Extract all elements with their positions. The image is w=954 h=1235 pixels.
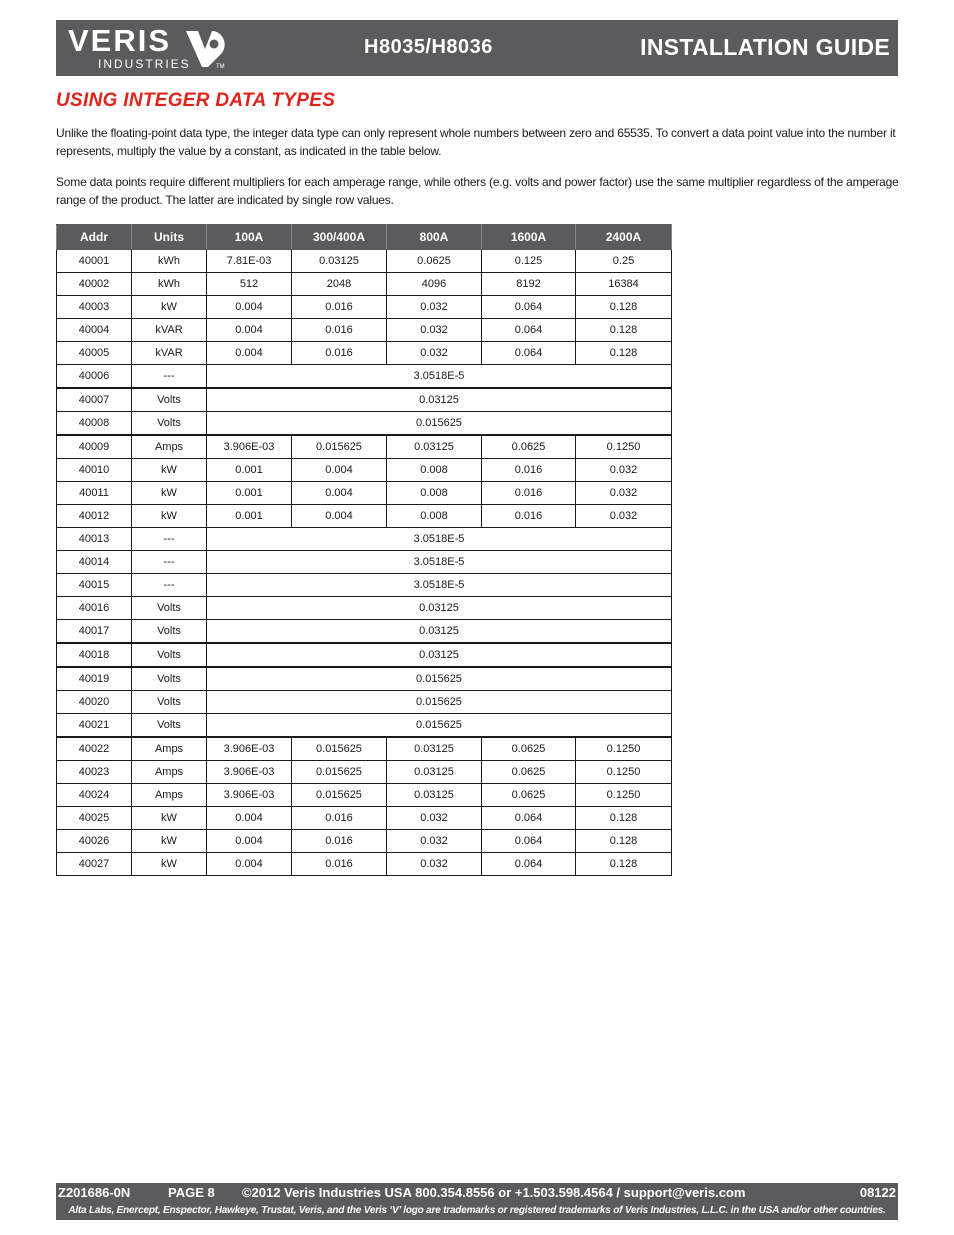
footer-info-line [56, 1184, 898, 1202]
cell-multiplier: 0.032 [387, 342, 482, 365]
cell-addr: 40019 [57, 667, 132, 691]
table-row [57, 412, 672, 436]
cell-multiplier: 0.032 [387, 853, 482, 876]
cell-addr: 40012 [57, 505, 132, 528]
cell-multiplier: 0.125 [482, 250, 576, 273]
contact-info: ©2012 Veris Industries USA 800.354.8556 or +1.503.598.4564 / support@veris.com [242, 1185, 746, 1200]
cell-multiplier: 0.004 [207, 830, 292, 853]
table-row [57, 830, 672, 853]
cell-units: Volts [132, 643, 207, 667]
cell-units: kW [132, 807, 207, 830]
cell-multiplier: 0.1250 [576, 784, 672, 807]
cell-multiplier: 0.25 [576, 250, 672, 273]
table-row [57, 714, 672, 738]
cell-multiplier: 0.001 [207, 505, 292, 528]
cell-multiplier: 0.004 [207, 807, 292, 830]
cell-units: --- [132, 365, 207, 389]
cell-addr: 40023 [57, 761, 132, 784]
logo-subtitle: INDUSTRIES [98, 57, 191, 71]
cell-multiplier: 0.008 [387, 505, 482, 528]
cell-addr: 40026 [57, 830, 132, 853]
cell-addr: 40010 [57, 459, 132, 482]
cell-multiplier: 0.128 [576, 342, 672, 365]
cell-multiplier: 0.016 [292, 342, 387, 365]
cell-units: kVAR [132, 319, 207, 342]
section-title: USING INTEGER DATA TYPES [56, 90, 336, 111]
cell-multiplier: 0.004 [292, 505, 387, 528]
cell-multiplier-all: 3.0518E-5 [207, 574, 672, 597]
cell-units: Amps [132, 784, 207, 807]
cell-multiplier: 0.064 [482, 807, 576, 830]
cell-multiplier: 0.015625 [292, 784, 387, 807]
cell-units: kW [132, 853, 207, 876]
col-header-addr: Addr [57, 225, 132, 250]
col-header-2400a: 2400A [576, 225, 672, 250]
cell-multiplier: 0.1250 [576, 737, 672, 761]
table-row [57, 643, 672, 667]
col-header-100a: 100A [207, 225, 292, 250]
cell-addr: 40009 [57, 435, 132, 459]
cell-multiplier: 0.128 [576, 807, 672, 830]
cell-units: --- [132, 528, 207, 551]
cell-multiplier-all: 0.03125 [207, 620, 672, 644]
col-header-300-400a: 300/400A [292, 225, 387, 250]
table-row [57, 691, 672, 714]
cell-multiplier: 3.906E-03 [207, 761, 292, 784]
cell-multiplier: 2048 [292, 273, 387, 296]
cell-multiplier: 0.008 [387, 459, 482, 482]
cell-addr: 40005 [57, 342, 132, 365]
cell-multiplier: 3.906E-03 [207, 737, 292, 761]
table-row [57, 667, 672, 691]
table-row [57, 319, 672, 342]
cell-multiplier: 0.004 [207, 319, 292, 342]
table-row [57, 528, 672, 551]
cell-addr: 40024 [57, 784, 132, 807]
page-number: PAGE 8 [168, 1185, 215, 1200]
cell-multiplier: 0.015625 [292, 435, 387, 459]
cell-multiplier: 0.0625 [482, 435, 576, 459]
cell-units: Amps [132, 761, 207, 784]
table-row [57, 597, 672, 620]
cell-multiplier: 0.016 [292, 853, 387, 876]
cell-multiplier: 0.0625 [482, 761, 576, 784]
table-row [57, 551, 672, 574]
cell-units: kVAR [132, 342, 207, 365]
cell-multiplier: 0.064 [482, 296, 576, 319]
cell-multiplier: 0.032 [387, 807, 482, 830]
cell-multiplier: 0.004 [207, 296, 292, 319]
cell-multiplier: 0.015625 [292, 737, 387, 761]
cell-units: Volts [132, 388, 207, 412]
table-row [57, 784, 672, 807]
cell-multiplier: 0.03125 [387, 784, 482, 807]
table-row [57, 737, 672, 761]
logo-wordmark: VERIS [68, 23, 172, 58]
cell-units: Volts [132, 412, 207, 436]
cell-addr: 40001 [57, 250, 132, 273]
cell-addr: 40011 [57, 482, 132, 505]
logo-trademark: TM [216, 64, 225, 70]
cell-multiplier: 0.004 [207, 853, 292, 876]
cell-multiplier: 0.016 [292, 319, 387, 342]
cell-addr: 40022 [57, 737, 132, 761]
cell-addr: 40008 [57, 412, 132, 436]
cell-addr: 40007 [57, 388, 132, 412]
cell-units: Volts [132, 620, 207, 644]
model-number: H8035/H8036 [364, 36, 493, 58]
cell-multiplier: 8192 [482, 273, 576, 296]
table-row [57, 342, 672, 365]
cell-multiplier: 0.016 [292, 807, 387, 830]
integer-multiplier-table [56, 224, 672, 876]
cell-multiplier: 3.906E-03 [207, 435, 292, 459]
cell-multiplier: 512 [207, 273, 292, 296]
cell-multiplier: 0.016 [482, 505, 576, 528]
cell-multiplier: 0.03125 [387, 761, 482, 784]
cell-addr: 40004 [57, 319, 132, 342]
cell-units: kW [132, 482, 207, 505]
col-header-1600a: 1600A [482, 225, 576, 250]
cell-multiplier: 0.016 [482, 482, 576, 505]
footer-bar [56, 1183, 898, 1220]
col-header-800a: 800A [387, 225, 482, 250]
cell-multiplier: 16384 [576, 273, 672, 296]
table-row [57, 388, 672, 412]
table-row [57, 435, 672, 459]
cell-multiplier-all: 0.015625 [207, 667, 672, 691]
cell-units: kW [132, 296, 207, 319]
cell-units: kW [132, 505, 207, 528]
cell-addr: 40027 [57, 853, 132, 876]
cell-multiplier: 0.128 [576, 830, 672, 853]
table-row [57, 853, 672, 876]
cell-multiplier: 0.03125 [387, 737, 482, 761]
cell-addr: 40003 [57, 296, 132, 319]
table-row [57, 620, 672, 644]
cell-multiplier: 0.016 [292, 830, 387, 853]
cell-multiplier: 0.032 [387, 319, 482, 342]
table-row [57, 459, 672, 482]
cell-multiplier: 0.0625 [482, 737, 576, 761]
cell-multiplier: 0.032 [387, 830, 482, 853]
cell-multiplier: 0.064 [482, 319, 576, 342]
table-row [57, 273, 672, 296]
cell-multiplier: 0.03125 [292, 250, 387, 273]
cell-multiplier: 0.0625 [387, 250, 482, 273]
table-row [57, 482, 672, 505]
cell-multiplier: 0.0625 [482, 784, 576, 807]
table-row [57, 296, 672, 319]
cell-units: Amps [132, 737, 207, 761]
cell-multiplier-all: 0.03125 [207, 643, 672, 667]
cell-multiplier: 0.001 [207, 482, 292, 505]
cell-units: Volts [132, 597, 207, 620]
cell-multiplier: 0.004 [292, 459, 387, 482]
cell-addr: 40002 [57, 273, 132, 296]
cell-multiplier-all: 3.0518E-5 [207, 551, 672, 574]
date-code: 08122 [859, 1185, 896, 1200]
cell-addr: 40013 [57, 528, 132, 551]
cell-addr: 40015 [57, 574, 132, 597]
table-row [57, 574, 672, 597]
intro-paragraph: Unlike the floating-point data type, the integer data type can only represent whole numbers between zero and 65535. To convert a data point value into the number it represents, multiply the value by a constant, as indicated in the table below. [56, 126, 896, 158]
trademark-notice: Alta Labs, Enercept, Enspector, Hawkeye, Trustat, Veris, and the Veris ‘V’ logo are trademarks or registered trademarks of Veris Industries, L.L.C. in the USA and/or other countries. [68, 1205, 886, 1216]
cell-addr: 40017 [57, 620, 132, 644]
cell-multiplier: 0.128 [576, 296, 672, 319]
cell-multiplier: 0.016 [482, 459, 576, 482]
cell-multiplier-all: 0.015625 [207, 691, 672, 714]
cell-multiplier: 4096 [387, 273, 482, 296]
cell-multiplier: 0.004 [207, 342, 292, 365]
cell-multiplier: 0.128 [576, 853, 672, 876]
doc-number: Z201686-0N [58, 1185, 131, 1200]
cell-multiplier: 0.064 [482, 853, 576, 876]
cell-multiplier: 3.906E-03 [207, 784, 292, 807]
cell-multiplier: 0.001 [207, 459, 292, 482]
cell-multiplier: 7.81E-03 [207, 250, 292, 273]
veris-logo [68, 24, 238, 72]
cell-addr: 40025 [57, 807, 132, 830]
cell-multiplier: 0.1250 [576, 435, 672, 459]
cell-multiplier-all: 3.0518E-5 [207, 528, 672, 551]
cell-units: kW [132, 459, 207, 482]
table-row [57, 365, 672, 389]
cell-units: --- [132, 551, 207, 574]
table-body [57, 250, 672, 876]
header-bar [56, 20, 898, 76]
cell-units: Amps [132, 435, 207, 459]
cell-addr: 40014 [57, 551, 132, 574]
cell-multiplier: 0.064 [482, 830, 576, 853]
cell-multiplier: 0.032 [576, 459, 672, 482]
cell-multiplier: 0.1250 [576, 761, 672, 784]
cell-multiplier: 0.008 [387, 482, 482, 505]
cell-multiplier-all: 3.0518E-5 [207, 365, 672, 389]
cell-units: kWh [132, 273, 207, 296]
cell-units: --- [132, 574, 207, 597]
cell-units: Volts [132, 691, 207, 714]
cell-multiplier: 0.032 [576, 505, 672, 528]
cell-multiplier: 0.016 [292, 296, 387, 319]
cell-multiplier-all: 0.03125 [207, 597, 672, 620]
guide-title: INSTALLATION GUIDE [640, 34, 890, 60]
cell-addr: 40006 [57, 365, 132, 389]
cell-multiplier: 0.032 [387, 296, 482, 319]
table-row [57, 761, 672, 784]
cell-units: Volts [132, 667, 207, 691]
cell-addr: 40021 [57, 714, 132, 738]
cell-multiplier: 0.03125 [387, 435, 482, 459]
table-header-row [57, 225, 672, 250]
cell-multiplier: 0.032 [576, 482, 672, 505]
cell-multiplier-all: 0.015625 [207, 714, 672, 738]
cell-units: Volts [132, 714, 207, 738]
multiplier-paragraph: Some data points require different multipliers for each amperage range, while others (e.g. volts and power factor) use the same multiplier regardless of the amperage range of the product. The latter are indicated by single row values. [56, 175, 899, 207]
cell-addr: 40016 [57, 597, 132, 620]
cell-units: kWh [132, 250, 207, 273]
col-header-units: Units [132, 225, 207, 250]
cell-multiplier: 0.128 [576, 319, 672, 342]
table-row [57, 250, 672, 273]
table-row [57, 807, 672, 830]
cell-multiplier: 0.064 [482, 342, 576, 365]
cell-multiplier: 0.004 [292, 482, 387, 505]
cell-addr: 40018 [57, 643, 132, 667]
cell-units: kW [132, 830, 207, 853]
table-row [57, 505, 672, 528]
cell-multiplier-all: 0.015625 [207, 412, 672, 436]
cell-multiplier: 0.015625 [292, 761, 387, 784]
cell-addr: 40020 [57, 691, 132, 714]
cell-multiplier-all: 0.03125 [207, 388, 672, 412]
